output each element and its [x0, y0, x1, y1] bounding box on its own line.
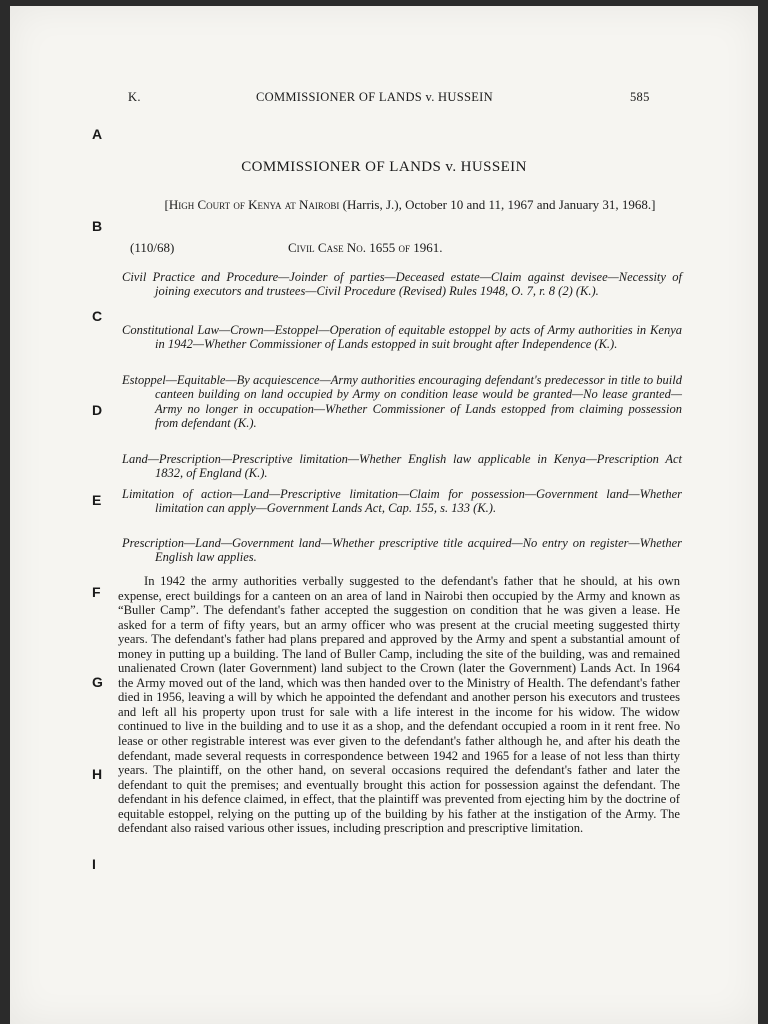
- catchword-6: Prescription—Land—Government land—Whether prescriptive title acquired—No entry on register—Whether English law applies.: [122, 536, 682, 565]
- court-line: [130, 197, 690, 212]
- margin-letter-g: G: [92, 674, 103, 690]
- catchword-1: Civil Practice and Procedure—Joinder of parties—Deceased estate—Claim against devisee—Necessity of joining executors and trustees—Civil Procedure (Revised) Rules 1948, O. 7, r. 8 (2) (K.).: [122, 270, 682, 299]
- court-prefix: [: [164, 197, 169, 212]
- catchword-5: Limitation of action—Land—Prescriptive limitation—Claim for possession—Government land—Whether limitation can apply—Government Lands Act, Cap. 155, s. 133 (K.).: [122, 487, 682, 516]
- case-ref: (110/68): [130, 240, 175, 255]
- margin-letter-h: H: [92, 766, 103, 782]
- running-header: [10, 90, 758, 110]
- header-left: K.: [128, 90, 141, 104]
- margin-letter-d: D: [92, 402, 103, 418]
- header-title: COMMISSIONER OF LANDS v. HUSSEIN: [256, 90, 493, 104]
- margin-letter-i: I: [92, 856, 96, 872]
- civil-case-number: Civil Case No. 1655 of 1961.: [288, 240, 443, 255]
- catchword-3: Estoppel—Equitable—By acquiescence—Army authorities encouraging defendant's predecessor in title to build canteen building on land occupied by Army on condition lease would be granted—No lease granted—Army no longer in occupation—Whether Commissioner of Lands estopped from claiming possession from defendant (K.).: [122, 373, 682, 431]
- catchword-2: Constitutional Law—Crown—Estoppel—Operation of equitable estoppel by acts of Army authorities in Kenya in 1942—Whether Commissioner of Lands estopped in suit brought after Independence (K.).: [122, 323, 682, 352]
- margin-letter-a: A: [92, 126, 103, 142]
- margin-letter-f: F: [92, 584, 101, 600]
- margin-letter-c: C: [92, 308, 103, 324]
- headnote-body: [118, 574, 680, 836]
- margin-letter-b: B: [92, 218, 103, 234]
- court-details: (Harris, J.), October 10 and 11, 1967 and January 31, 1968.]: [339, 197, 656, 212]
- page-number: 585: [630, 90, 650, 104]
- case-title: COMMISSIONER OF LANDS v. HUSSEIN: [241, 159, 527, 175]
- court-name: High Court of Kenya at Nairobi: [168, 197, 340, 212]
- document-page: [10, 6, 758, 1024]
- margin-letter-e: E: [92, 492, 102, 508]
- body-paragraph: In 1942 the army authorities verbally suggested to the defendant's father that he should, at his own expense, erect buildings for a canteen on an area of land in Nairobi then occupied by the Army and known as “Buller Camp”. The defendant's father accepted the suggestion on condition that he was given a lease. He asked for a term of fifty years, but an army officer who was present at the crucial meeting suggested thirty years. The defendant's father had plans prepared and approved by the Army and spent a substantial amount of money in putting up a building. The land of Buller Camp, including the site of the building, was and remained unalienated Crown (later Government) land subject to the Crown (later the Government) Lands Act. In 1964 the Army moved out of the land, which was then handed over to the Ministry of Health. The defendant's father died in 1956, leaving a will by which he appointed the defendant and another person his executors and trustees and left all his property upon trust for sale with a life interest in the income for his widow. The widow continued to live in the building and to use it as a shop, and the defendant occupied a room in it rent free. No lease or other registrable interest was ever given to the defendant's father although he, and after his death the defendant, made several requests in correspondence between 1942 and 1965 for a lease of not less than thirty years. The plaintiff, on the other hand, on several occasions required the defendant's father and later the defendant to quit the premises; and eventually brought this action for possession against the defendant. The defendant in his defence claimed, in effect, that the plaintiff was prevented from ejecting him by the doctrine of equitable estoppel, relying on the putting up of the building by his father at the instigation of the Army. The defendant also raised various other issues, including prescription and prescriptive limitation.: [118, 574, 680, 836]
- case-number-line: [10, 240, 758, 256]
- catchword-4: Land—Prescription—Prescriptive limitation—Whether English law applicable in Kenya—Prescription Act 1832, of England (K.).: [122, 452, 682, 481]
